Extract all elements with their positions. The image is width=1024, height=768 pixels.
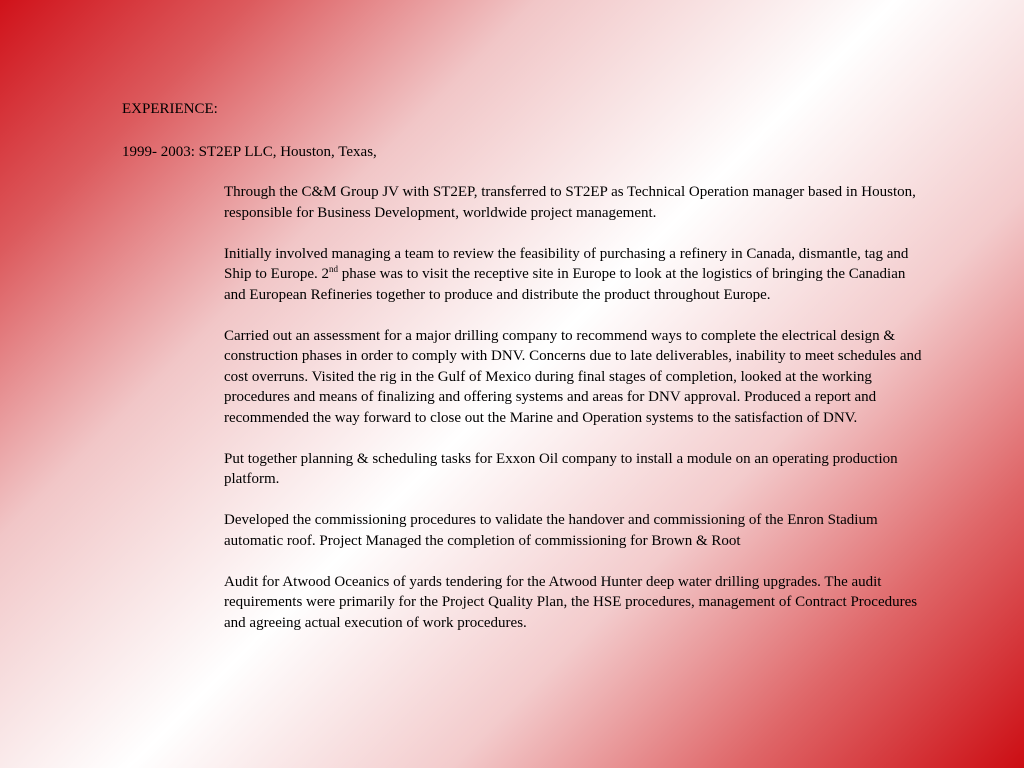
paragraph-atwood-audit: Audit for Atwood Oceanics of yards tendering for the Atwood Hunter deep water drilling upgrades. The audit requirements were primarily for the Project Quality Plan, the HSE procedures, management of Contract Procedures and agreeing actual execution of work procedures.: [224, 573, 918, 631]
paragraph-refinery-part2: phase was to visit the receptive site in Europe to look at the logistics of bringing the Canadian and European Refineries together to produce and distribute the product throughout Europe.: [224, 266, 906, 303]
section-heading: EXPERIENCE:: [122, 101, 218, 117]
paragraph-refinery-part1: Initially involved managing a team to review the feasibility of purchasing a refinery in Canada, dismantle, tag and Ship to Europe. 2: [224, 245, 909, 282]
paragraph-dnv-assessment: Carried out an assessment for a major drilling company to recommend ways to complete the electrical design & construction phases in order to comply with DNV. Concerns due to late deliverables, inability to meet schedules and cost overruns. Visited the rig in the Gulf of Mexico during final stages of completion, looked at the working procedures and means of finalizing and offering systems and areas for DNV approval. Produced a report and recommended the way forward to close out the Marine and Operation systems to the satisfaction of DNV.: [224, 327, 922, 426]
ordinal-suffix: nd: [329, 264, 338, 274]
paragraph-transfer: Through the C&M Group JV with ST2EP, transferred to ST2EP as Technical Operation manager based in Houston, responsible for Business Development, worldwide project management.: [224, 184, 916, 221]
paragraph-refinery: [224, 244, 924, 306]
paragraph-exxon-planning: Put together planning & scheduling tasks for Exxon Oil company to install a module on an operating production platform.: [224, 450, 898, 487]
paragraph-enron-commissioning: Developed the commissioning procedures to validate the handover and commissioning of the Enron Stadium automatic roof. Project Managed the completion of commissioning for Brown & Root: [224, 512, 878, 549]
experience-body: [224, 182, 924, 654]
employment-period: 1999- 2003: ST2EP LLC, Houston, Texas,: [122, 144, 377, 160]
